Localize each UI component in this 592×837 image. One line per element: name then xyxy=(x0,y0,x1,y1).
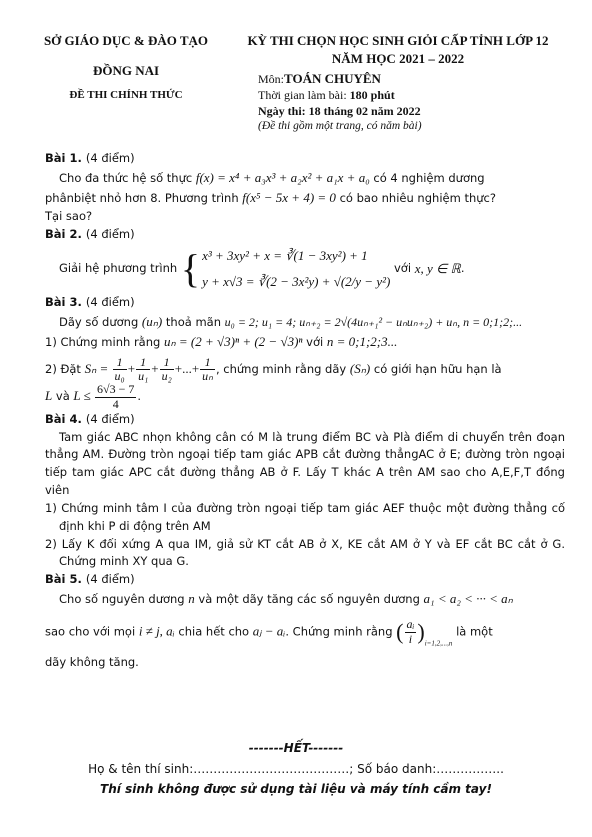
fraction xyxy=(405,618,417,645)
formula: n = 0;1;2;3... xyxy=(326,333,398,349)
problem-3-q1 xyxy=(45,332,565,352)
formula: f(x⁵ − 5x + 4) = 0 xyxy=(242,189,336,205)
system-lines xyxy=(202,246,390,292)
page-note: (Đề thi gồm một trang, có năm bài) xyxy=(258,120,422,132)
denominator: i xyxy=(408,631,413,646)
header-left xyxy=(26,33,226,101)
points: (4 điểm) xyxy=(85,226,135,241)
text: . xyxy=(460,260,465,275)
text: có bao nhiêu nghiệm thực? xyxy=(335,190,496,205)
text: Cho đa thức hệ số thực xyxy=(59,170,196,185)
text: có 4 nghiệm dương xyxy=(369,170,485,185)
text: sao cho với mọi xyxy=(45,624,139,639)
footer-note: Thí sinh không được sử dụng tài liệu và máy tính cầm tay! xyxy=(100,782,492,796)
points: (4 điểm) xyxy=(85,151,135,165)
problem-4-q1: 1) Chứng minh tâm I của đường tròn ngoại tiếp tam giác AEF thuộc một đường thẳng cố định khi P di động trên AM xyxy=(45,500,565,533)
text: 2) Đặt xyxy=(45,362,85,377)
formula: L ≤ xyxy=(73,388,95,404)
subject-line xyxy=(228,71,568,87)
problem-5-text-2: sao cho với mọi i ≠ j, aᵢ chia hết cho aⱼ − aᵢ. Chứng minh rằng ( $\frac{\text{aᵢ}}{i}$ )$_{i=1,2,...,n}$ là một xyxy=(45,617,493,648)
problem-1-title xyxy=(45,150,565,168)
text: Cho số nguyên dương xyxy=(59,591,189,606)
department-name: SỞ GIÁO DỤC & ĐÀO TẠO xyxy=(43,33,209,48)
problem-5-title xyxy=(45,571,565,589)
text: Giải hệ phương trình xyxy=(59,260,181,275)
equation-system xyxy=(181,246,390,292)
text: . xyxy=(137,389,142,404)
official-label: ĐỀ THI CHÍNH THỨC xyxy=(69,89,183,101)
time-value: 180 phút xyxy=(349,88,395,102)
problem-4-text: Tam giác ABC nhọn không cân có M là trung điểm BC và Plà điểm di chuyển trên đoạn thẳng AM. Đường tròn ngoại tiếp tam giác APB cắt đường thẳngAC ở E; đường tròn ngoại tiếp tam giác APC cắt đường thẳng AB ở F. Lấy T khác A trên AM sao cho A,E,F,T đồng viên xyxy=(45,429,565,498)
problem-1-text xyxy=(45,168,565,188)
formula: (uₙ) xyxy=(141,313,163,329)
problem-3-title xyxy=(45,294,565,312)
formula: i ≠ j, aᵢ xyxy=(138,623,175,639)
text: là một xyxy=(456,624,493,639)
text: thoả mãn xyxy=(162,314,225,329)
formula: u₀ = 2; u₁ = 4; uₙ₊₂ = 2√(4uₙ₊₁² − uₙuₙ₊₂) + uₙ, n = 0;1;2;... xyxy=(224,314,523,329)
text: . Chứng minh rằng xyxy=(285,624,397,639)
denominator: u₁ xyxy=(138,369,149,384)
time-label: Thời gian làm bài: xyxy=(258,88,350,102)
denominator: 4 xyxy=(112,396,119,411)
title-text: Bài 2. xyxy=(45,226,82,241)
problem-5-text-3: dãy không tăng. xyxy=(45,654,139,669)
fraction xyxy=(136,356,150,383)
denominator: u₂ xyxy=(161,369,172,384)
exam-date: Ngày thi: 18 tháng 02 năm 2022 xyxy=(258,104,421,118)
time-line xyxy=(228,88,568,103)
title-text: Bài 5. xyxy=(45,572,82,587)
problem-1-text-3: Tại sao? xyxy=(45,209,93,224)
formula: a₁ < a₂ < ··· < aₙ xyxy=(423,590,513,606)
problem-2-text xyxy=(45,246,565,292)
problem-2-title xyxy=(45,226,565,244)
numerator: aᵢ xyxy=(406,617,415,632)
problem-3-q2-cont xyxy=(45,383,565,410)
problem-3-text xyxy=(45,312,565,332)
text: , chứng minh rằng dãy xyxy=(215,362,350,377)
points: (4 điểm) xyxy=(85,572,135,587)
end-marker: -------HẾT------- xyxy=(248,741,344,755)
province-name: ĐỒNG NAI xyxy=(92,63,160,78)
numerator: 1 xyxy=(200,356,215,370)
points: (4 điểm) xyxy=(85,295,135,309)
problem-4-title xyxy=(45,411,565,429)
fraction xyxy=(160,356,174,383)
text: Dãy số dương xyxy=(59,314,142,329)
text: chia hết cho xyxy=(174,624,253,639)
text: phânbiệt nhỏ hơn 8. Phương trình xyxy=(45,190,243,205)
problem-3-q2: 2) Đặt Sₙ = $\frac{1}{\text{u₀}}$ + $\frac{1}{\text{u₁}}$ + $\frac{1}{\text{u₂}}$ +...+ $\frac{1}{\text{uₙ}}$ , chứng minh rằng dãy (Sₙ) có giới hạn hữu hạn là xyxy=(45,355,502,384)
numerator: 1 xyxy=(113,356,127,370)
title-text: Bài 3. xyxy=(45,295,82,309)
denominator: u₀ xyxy=(114,369,125,384)
subscript: i=1,2,...,n xyxy=(424,639,453,648)
formula: L xyxy=(45,388,53,404)
title-text: Bài 4. xyxy=(45,411,82,426)
fraction xyxy=(200,356,215,383)
title-text: Bài 1. xyxy=(45,151,82,165)
formula: n xyxy=(188,590,195,606)
text: với xyxy=(302,334,327,349)
numerator: 6√3 − 7 xyxy=(97,382,135,397)
formula: Sₙ = xyxy=(84,361,112,377)
exam-body xyxy=(45,150,565,671)
text: với xyxy=(393,260,415,275)
equation-1: x³ + 3xy² + x = ∛(1 − 3xy²) + 1 xyxy=(202,247,368,263)
problem-4-q2: 2) Lấy K đối xứng A qua IM, giả sử KT cắt AB ở X, KE cắt AM ở Y và EF cắt BC cắt ở G. Chứng minh XY qua G. xyxy=(45,536,565,569)
subject-label: Môn: xyxy=(258,72,285,86)
fraction xyxy=(95,383,136,410)
problem-1-text-2 xyxy=(45,188,565,208)
exam-title: KỲ THI CHỌN HỌC SINH GIỎI CẤP TỈNH LỚP 12 xyxy=(247,33,549,48)
text: và một dãy tăng các số nguyên dương xyxy=(194,591,424,606)
numerator: 1 xyxy=(160,356,174,370)
domain: x, y ∈ ℝ xyxy=(414,260,461,276)
school-year: NĂM HỌC 2021 – 2022 xyxy=(331,51,465,66)
header-right xyxy=(228,33,568,132)
text: có giới hạn hữu hạn là xyxy=(370,362,502,377)
points: (4 điểm) xyxy=(85,411,135,426)
equation-2: y + x√3 = ∛(2 − 3x²y) + √(2/y − y²) xyxy=(202,273,391,289)
fraction xyxy=(113,356,127,383)
text: 1) Chứng minh rằng xyxy=(45,334,164,349)
subject: TOÁN CHUYÊN xyxy=(284,71,381,86)
numerator: 1 xyxy=(136,356,150,370)
candidate-info: Họ & tên thí sinh:…………………………………; Số báo danh:…………….. xyxy=(88,762,504,776)
formula: uₙ = (2 + √3)ⁿ + (2 − √3)ⁿ xyxy=(163,333,303,349)
problem-5-text xyxy=(45,589,565,609)
formula: f(x) = x⁴ + a₃x³ + a₂x² + a₁x + a₀ xyxy=(195,169,370,185)
text: và xyxy=(52,389,74,404)
formula: (Sₙ) xyxy=(349,361,371,377)
brace: { xyxy=(180,245,201,291)
formula: aⱼ − aᵢ xyxy=(252,623,286,639)
denominator: uₙ xyxy=(202,369,213,384)
